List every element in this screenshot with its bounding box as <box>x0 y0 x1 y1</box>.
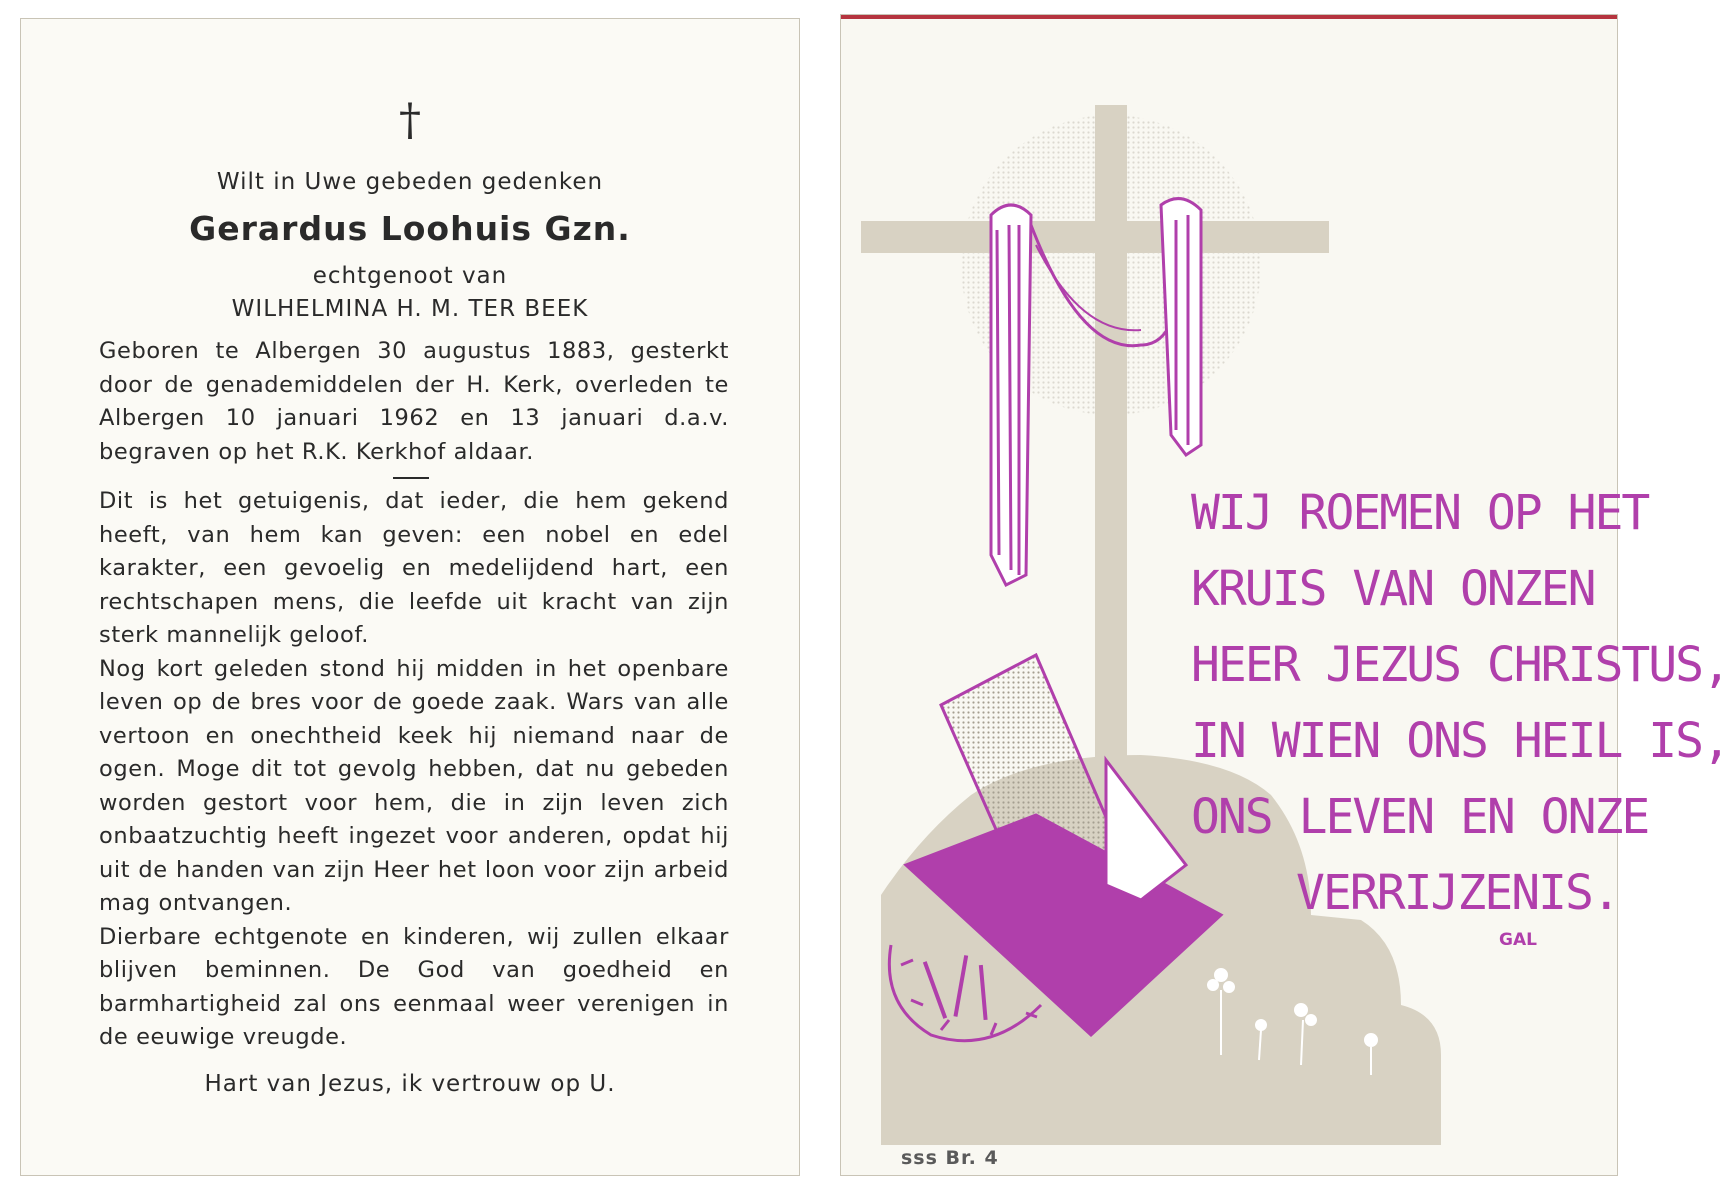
testimony-paragraph: Dit is het getuigenis, dat ieder, die hem gekend heeft, van hem kan geven: een nobel en edel karakter, een gevoelig en medelijdend hart, een rechtschapen mens, die leefde uit kracht van zijn sterk mannelijk geloof. <box>99 488 729 648</box>
scripture-verse <box>1191 475 1729 931</box>
testimony-paragraph: Dierbare echtgenote en kinderen, wij zullen elkaar blijven beminnen. De God van goedheid en barmhartigheid zal ons eenmaal weer verenigen in de eeuwige vreugde. <box>99 923 729 1050</box>
cross-horizontal-beam <box>861 221 1329 253</box>
verse-line: VERRIJZENIS. <box>1296 865 1619 921</box>
verse-line: IN WIEN ONS HEIL IS, <box>1191 713 1729 769</box>
verse-line: HEER JEZUS CHRISTUS, <box>1191 637 1729 693</box>
biography-paragraph <box>99 335 729 469</box>
testimony-paragraph: Nog kort geleden stond hij midden in het openbare leven op de bres voor de goede zaak. Wars van alle vertoon en onechtheid keek hij niemand naar de ogen. Moge dit tot gevolg hebben, dat nu gebeden worden gestort voor hem, die in zijn leven zich onbaatzuchtig heeft ingezet voor anderen, opdat hij uit de handen van zijn Heer het loon voor zijn arbeid mag ontvangen. <box>99 655 729 916</box>
cross-symbol: † <box>399 95 421 146</box>
deceased-name: Gerardus Loohuis Gzn. <box>189 209 631 248</box>
print-code: sss Br. 4 <box>901 1147 999 1169</box>
spouse-name: WILHELMINA H. M. TER BEEK <box>231 296 589 322</box>
artist-signature: GAL <box>1499 930 1537 950</box>
verse-line: KRUIS VAN ONZEN <box>1191 561 1595 617</box>
prayer-intro: Wilt in Uwe gebeden gedenken <box>216 169 604 195</box>
prayer-card-image-side <box>840 14 1729 1176</box>
divider <box>393 477 429 479</box>
closing-prayer: Hart van Jezus, ik vertrouw op U. <box>204 1071 616 1097</box>
verse-line: WIJ ROEMEN OP HET <box>1191 485 1649 541</box>
prayer-card-text-side <box>20 18 800 1176</box>
verse-line: ONS LEVEN EN ONZE <box>1191 789 1649 845</box>
testimony-section <box>99 485 729 1055</box>
biography-text: Geboren te Albergen 30 augustus 1883, gesterkt door de genademiddelen der H. Kerk, overleden te Albergen 10 januari 1962 en 13 januari d.a.v. begraven op het R.K. Kerkhof aldaar. <box>99 338 729 465</box>
spouse-intro: echtgenoot van <box>312 263 508 289</box>
